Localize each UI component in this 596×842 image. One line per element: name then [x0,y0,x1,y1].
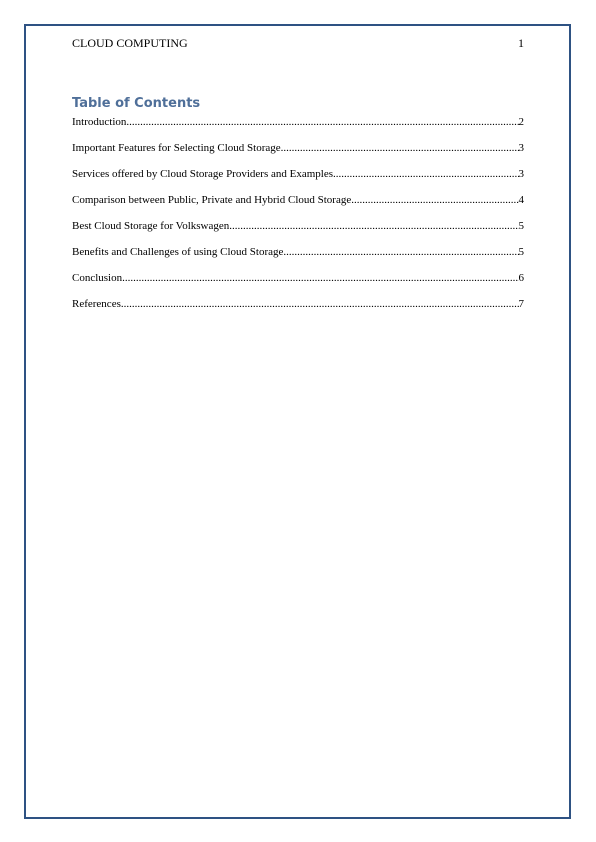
toc-entry-page: 5 [518,220,524,232]
toc-entry-label: Comparison between Public, Private and Hybrid Cloud Storage [72,194,352,206]
toc-entry-references[interactable] [72,296,524,322]
toc-entry-services-offered[interactable] [72,166,524,192]
toc-entry-page: 3 [518,168,524,180]
toc-entry-page: 6 [518,272,524,284]
toc-dot-leader [351,192,518,208]
running-header-title: CLOUD COMPUTING [72,36,188,50]
toc-entry-introduction[interactable] [72,114,524,140]
toc-entry-page: 2 [518,116,524,128]
toc-dot-leader [281,140,519,156]
toc-entry-conclusion[interactable] [72,270,524,296]
toc-entry-label: Introduction [72,116,127,128]
toc-dot-leader [229,218,518,234]
toc-entry-label: Important Features for Selecting Cloud Storage [72,142,281,154]
toc-entry-important-features[interactable] [72,140,524,166]
toc-dot-leader [126,114,518,130]
toc-entry-label: Services offered by Cloud Storage Providers and Examples [72,168,333,180]
toc-entry-label: References [72,298,121,310]
toc-entry-page: 4 [518,194,524,206]
running-header [72,35,524,51]
toc-list [72,114,524,322]
toc-dot-leader [121,296,519,312]
page-number: 1 [518,36,524,50]
toc-heading: Table of Contents [72,96,201,111]
toc-entry-page: 3 [518,142,524,154]
toc-dot-leader [283,244,518,260]
toc-entry-benefits-challenges[interactable] [72,244,524,270]
toc-entry-label: Best Cloud Storage for Volkswagen [72,220,230,232]
toc-dot-leader [122,270,518,286]
toc-entry-best-cloud-storage[interactable] [72,218,524,244]
toc-entry-page: 5 [518,246,524,258]
toc-entry-label: Conclusion [72,272,123,284]
toc-entry-label: Benefits and Challenges of using Cloud Storage [72,246,284,258]
toc-dot-leader [333,166,519,182]
toc-entry-comparison[interactable] [72,192,524,218]
toc-entry-page: 7 [518,298,524,310]
